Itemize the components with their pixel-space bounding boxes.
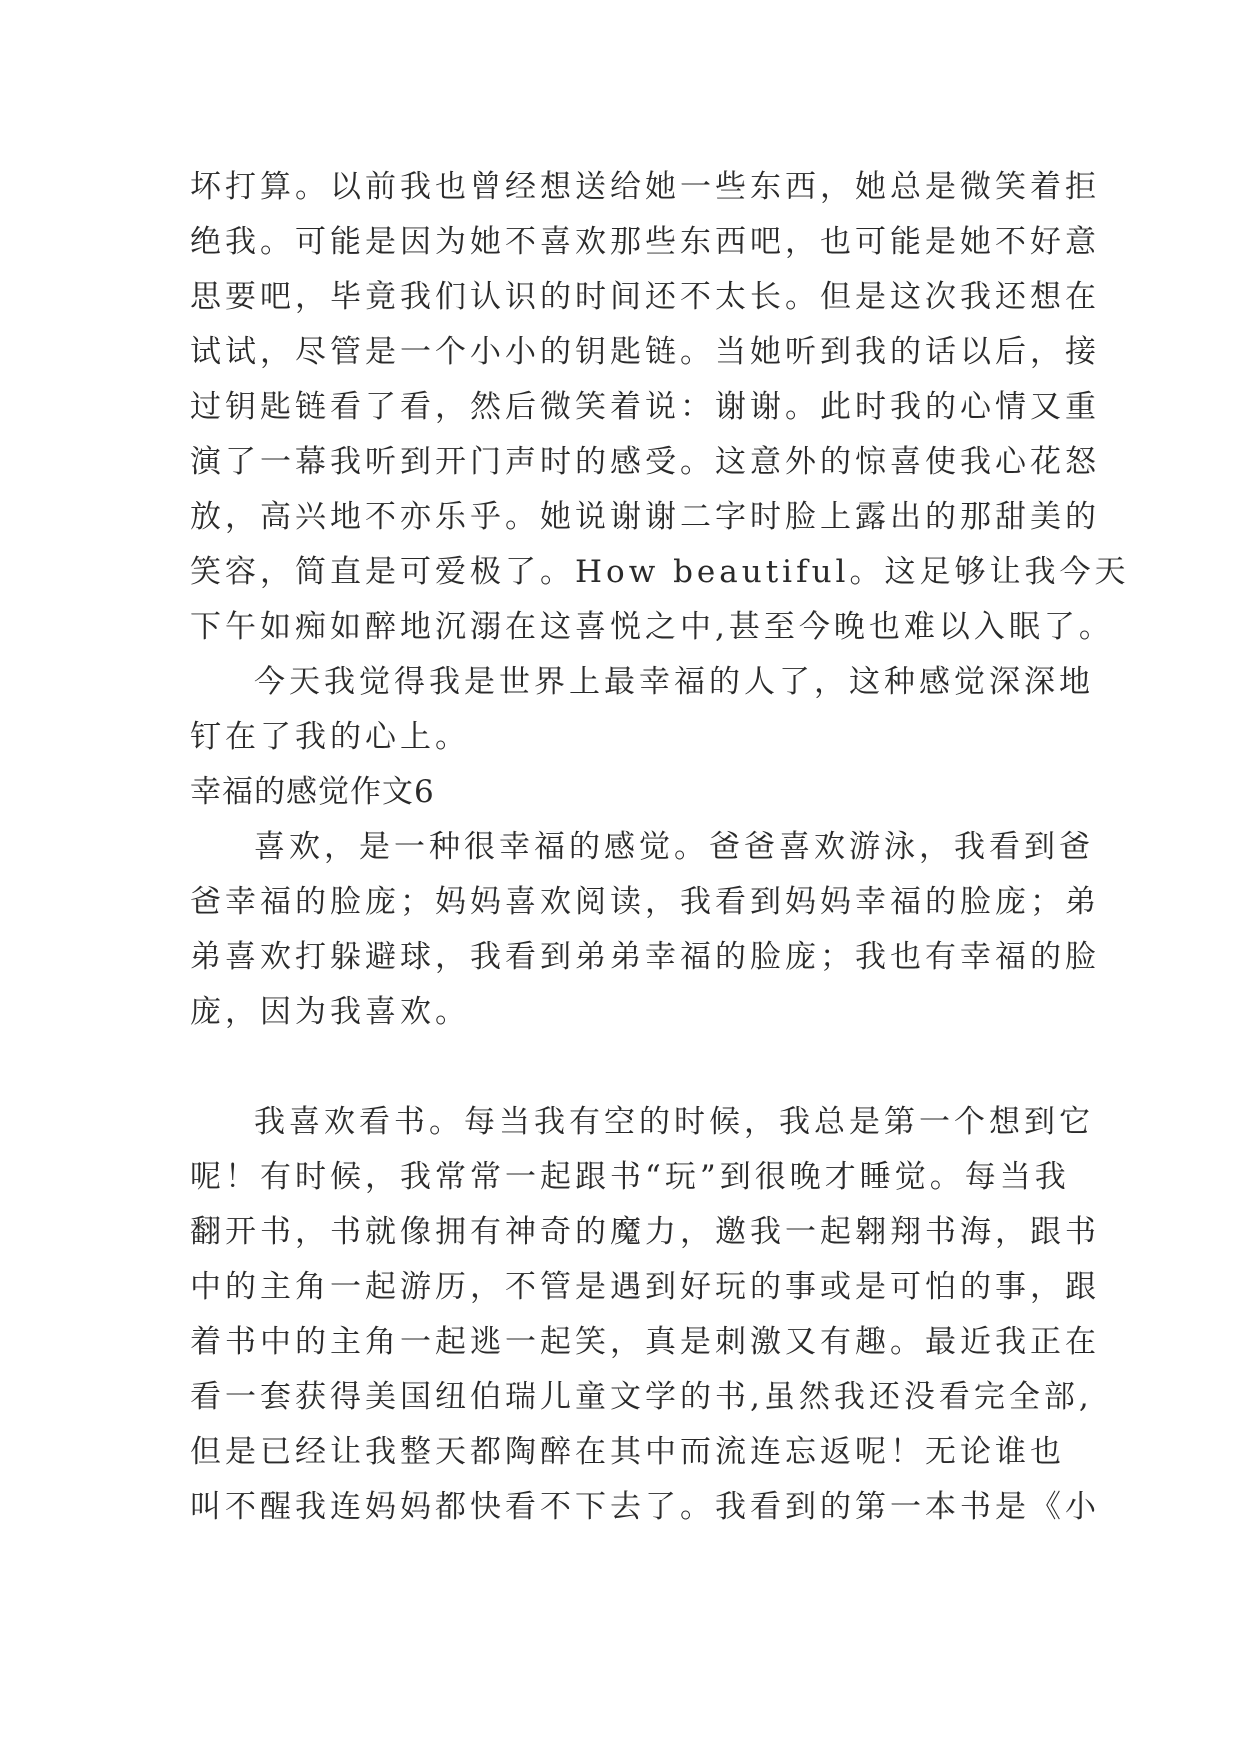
paragraph-start-line: 喜欢，是一种很幸福的感觉。爸爸喜欢游泳，我看到爸 (254, 829, 1094, 865)
text-line: 中的主角一起游历，不管是遇到好玩的事或是可怕的事，跟 (190, 1269, 1100, 1305)
paragraph-start-line: 我喜欢看书。每当我有空的时候，我总是第一个想到它 (254, 1104, 1094, 1140)
document-body (190, 160, 1130, 1535)
text-line: 呢！有时候，我常常一起跟书“玩”到很晚才睡觉。每当我 (190, 1159, 1070, 1195)
text-line: 笑容，简直是可爱极了。How beautiful。这足够让我今天 (190, 554, 1130, 590)
text-line: 看一套获得美国纽伯瑞儿童文学的书,虽然我还没看完全部, (190, 1379, 1093, 1415)
text-line: 试试，尽管是一个小小的钥匙链。当她听到我的话以后，接 (190, 334, 1100, 370)
section-heading: 幸福的感觉作文6 (190, 774, 435, 810)
text-line: 但是已经让我整天都陶醉在其中而流连忘返呢！无论谁也 (190, 1434, 1065, 1470)
text-line: 庞，因为我喜欢。 (190, 994, 470, 1030)
paragraph-start-line: 今天我觉得我是世界上最幸福的人了，这种感觉深深地 (254, 664, 1094, 700)
text-line: 下午如痴如醉地沉溺在这喜悦之中,甚至今晚也难以入眠了。 (190, 609, 1114, 645)
text-line: 钉在了我的心上。 (190, 719, 470, 755)
text-line: 思要吧，毕竟我们认识的时间还不太长。但是这次我还想在 (190, 279, 1100, 315)
text-line: 过钥匙链看了看，然后微笑着说：谢谢。此时我的心情又重 (190, 389, 1100, 425)
blank-line (190, 1040, 1060, 1095)
text-line: 坏打算。以前我也曾经想送给她一些东西，她总是微笑着拒 (190, 169, 1100, 205)
text-line: 放，高兴地不亦乐乎。她说谢谢二字时脸上露出的那甜美的 (190, 499, 1100, 535)
text-line: 爸幸福的脸庞；妈妈喜欢阅读，我看到妈妈幸福的脸庞；弟 (190, 884, 1100, 920)
text-line: 演了一幕我听到开门声时的感受。这意外的惊喜使我心花怒 (190, 444, 1100, 480)
text-line: 绝我。可能是因为她不喜欢那些东西吧，也可能是她不好意 (190, 224, 1100, 260)
text-line: 弟喜欢打躲避球，我看到弟弟幸福的脸庞；我也有幸福的脸 (190, 939, 1100, 975)
text-line: 翻开书，书就像拥有神奇的魔力，邀我一起翱翔书海，跟书 (190, 1214, 1100, 1250)
text-line: 叫不醒我连妈妈都快看不下去了。我看到的第一本书是《小 (190, 1489, 1100, 1525)
text-line: 着书中的主角一起逃一起笑，真是刺激又有趣。最近我正在 (190, 1324, 1100, 1360)
